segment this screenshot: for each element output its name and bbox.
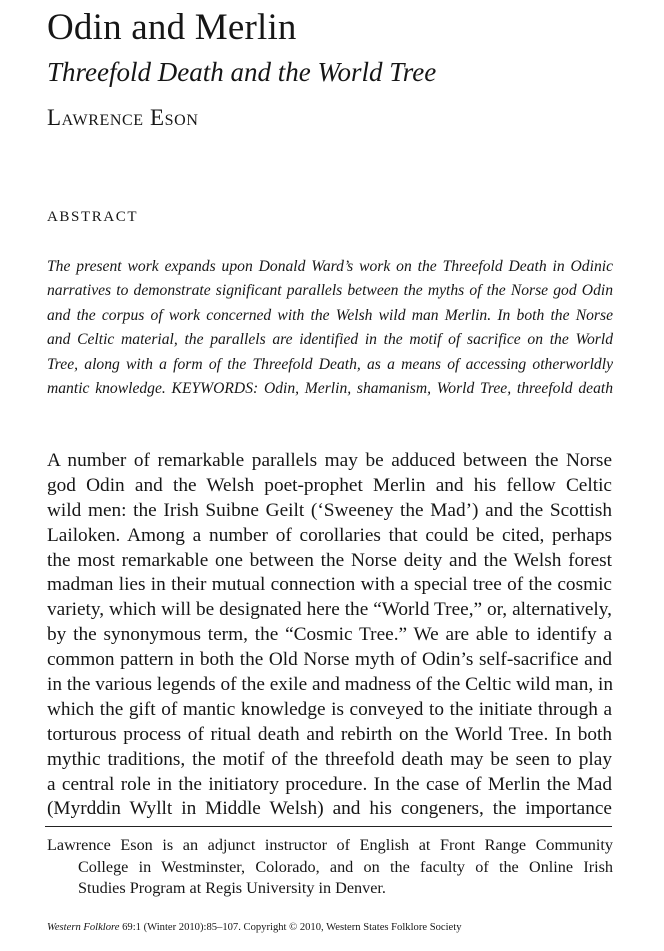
author-name: Lawrence Eson bbox=[47, 105, 199, 130]
body-line: in the various legends of the exile and madness of the Celtic wild man, in bbox=[47, 674, 613, 696]
abstract-heading: ABSTRACT bbox=[47, 209, 139, 225]
citation-footer bbox=[47, 921, 462, 935]
footnote-line: College in Westminster, Colorado, and on the faculty of the Online Irish bbox=[78, 857, 613, 876]
article-title: Odin and Merlin bbox=[47, 7, 297, 48]
abstract-line: and the corpus of work concerned with the Welsh wild man Merlin. In both the Norse bbox=[47, 306, 613, 324]
abstract-line: The present work expands upon Donald Ward’s work on the Threefold Death in Odinic bbox=[47, 258, 613, 275]
footnote-line: Lawrence Eson is an adjunct instructor of English at Front Range Community bbox=[47, 836, 613, 854]
body-line: common pattern in both the Old Norse myth of Odin’s self-sacrifice and bbox=[47, 649, 612, 671]
body-line: wild men: the Irish Suibne Geilt (‘Sweeney the Mad’) and the Scottish bbox=[47, 499, 612, 521]
citation-details: 69:1 (Winter 2010):85–107. Copyright © 2010, Western States Folklore Society bbox=[119, 922, 462, 933]
footnote-line: Studies Program at Regis University in Denver. bbox=[78, 879, 386, 897]
footnote-divider bbox=[45, 826, 612, 827]
body-line: by the synonymous term, the “Cosmic Tree.” We are able to identify a bbox=[47, 624, 612, 646]
body-line: the most remarkable one between the Norse deity and the Welsh forest bbox=[47, 549, 612, 571]
body-line: torturous process of ritual death and rebirth on the World Tree. In both bbox=[47, 723, 612, 745]
abstract-line: narratives to demonstrate significant parallels between the myths of the Norse god Odin bbox=[47, 282, 613, 300]
article-subtitle: Threefold Death and the World Tree bbox=[47, 57, 437, 87]
body-line: (Myrddin Wyllt in Middle Welsh) and his congeners, the importance bbox=[47, 798, 612, 820]
body-line: variety, which will be designated here the “World Tree,” or, alternatively, bbox=[47, 599, 612, 621]
abstract-line: Tree, along with a form of the Threefold Death, as a means of accessing otherworldly bbox=[47, 355, 613, 373]
body-line: A number of remarkable parallels may be adduced between the Norse bbox=[47, 450, 612, 471]
body-line: god Odin and the Welsh poet-prophet Merlin and his fellow Celtic bbox=[47, 474, 612, 496]
abstract-line: and Celtic material, the parallels are identified in the motif of sacrifice on the World bbox=[47, 331, 613, 349]
abstract-text bbox=[47, 255, 613, 401]
body-line: which the gift of mantic knowledge is conveyed to the initiate through a bbox=[47, 698, 612, 720]
body-line: Lailoken. Among a number of corollaries that could be cited, perhaps bbox=[47, 524, 612, 546]
body-line: a central role in the initiatory procedure. In the case of Merlin the Mad bbox=[47, 773, 612, 795]
abstract-line: mantic knowledge. KEYWORDS: Odin, Merlin, shamanism, World Tree, threefold death bbox=[47, 380, 613, 398]
body-line: mythic traditions, the motif of the threefold death may be seen to play bbox=[47, 748, 612, 770]
body-line: madman lies in their mutual connection with a special tree of the cosmic bbox=[47, 574, 612, 596]
body-paragraph bbox=[47, 449, 612, 822]
author-footnote bbox=[47, 835, 613, 900]
journal-name: Western Folklore bbox=[47, 922, 120, 933]
